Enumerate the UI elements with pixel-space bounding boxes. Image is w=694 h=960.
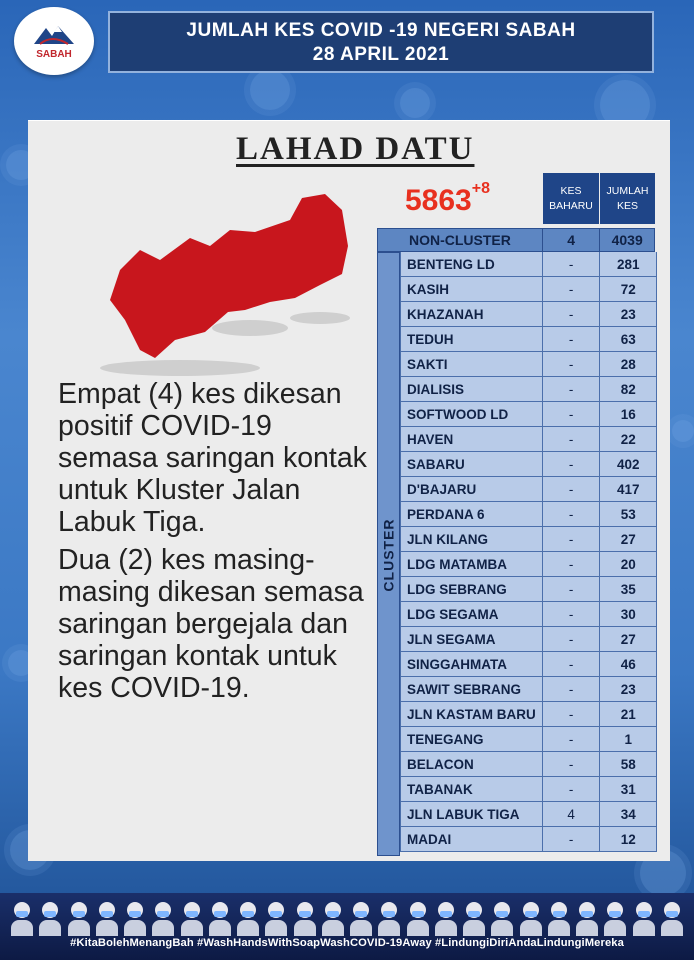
cluster-total-cases: 34: [599, 802, 656, 826]
cluster-new-cases: -: [542, 277, 600, 301]
frontliner-icon: [124, 902, 146, 936]
cluster-name: BENTENG LD: [407, 256, 495, 272]
cluster-table: [400, 252, 657, 852]
cluster-name: LDG SEBRANG: [407, 581, 507, 597]
virus-decoration: [400, 88, 430, 118]
cluster-new-cases: -: [542, 602, 600, 626]
mountain-logo-icon: [32, 22, 76, 48]
cluster-name: TABANAK: [407, 781, 473, 797]
cluster-total-cases: 23: [599, 302, 656, 326]
cluster-name: JLN LABUK TIGA: [407, 806, 520, 822]
cluster-name: JLN SEGAMA: [407, 631, 496, 647]
cluster-name: LDG SEGAMA: [407, 606, 499, 622]
cluster-name: KHAZANAH: [407, 306, 484, 322]
frontliner-icon: [604, 902, 626, 936]
cluster-name: TEDUH: [407, 331, 454, 347]
cluster-total-cases: 72: [599, 277, 656, 301]
virus-decoration: [672, 420, 694, 442]
cluster-name: PERDANA 6: [407, 506, 485, 522]
district-name: LAHAD DATU: [236, 131, 475, 167]
page-date: 28 APRIL 2021: [312, 44, 450, 65]
cluster-name: MADAI: [407, 831, 452, 847]
frontliner-icon: [350, 902, 372, 936]
cluster-total-cases: 63: [599, 327, 656, 351]
cluster-total-cases: 16: [599, 402, 656, 426]
column-header-jumlah-kes: JUMLAH KES: [600, 173, 655, 224]
frontliner-icon: [633, 902, 655, 936]
district-map: [80, 190, 360, 380]
description-paragraph: Empat (4) kes dikesan positif COVID-19 semasa saringan kontak untuk Kluster Jalan Labuk Tiga.: [58, 378, 367, 538]
footer-hashtags: #KitaBolehMenangBah #WashHandsWithSoapWashCOVID-19Away #LindungiDiriAndaLindungiMereka: [70, 937, 624, 949]
total-cases: 5863: [405, 184, 472, 217]
non-cluster-total-cases: 4039: [599, 229, 654, 251]
cluster-total-cases: 417: [599, 477, 656, 501]
frontliner-figures: [8, 896, 686, 936]
cluster-new-cases: -: [542, 477, 600, 501]
cluster-new-cases: -: [542, 777, 600, 801]
cluster-total-cases: 58: [599, 752, 656, 776]
cluster-total-cases: 27: [599, 627, 656, 651]
cluster-name: SAWIT SEBRANG: [407, 681, 522, 697]
frontliner-icon: [68, 902, 90, 936]
cluster-name: JLN KASTAM BARU: [407, 706, 536, 722]
table-row: [401, 427, 656, 452]
cluster-total-cases: 27: [599, 527, 656, 551]
cluster-label-text: CLUSTER: [380, 518, 397, 592]
cluster-total-cases: 23: [599, 677, 656, 701]
table-row: [401, 527, 656, 552]
frontliner-icon: [39, 902, 61, 936]
cluster-new-cases: -: [542, 327, 600, 351]
cluster-total-cases: 281: [599, 252, 656, 276]
cluster-new-cases: -: [542, 427, 600, 451]
cluster-name: SAKTI: [407, 356, 448, 372]
cluster-name: BELACON: [407, 756, 474, 772]
table-row: [401, 502, 656, 527]
cluster-total-cases: 21: [599, 702, 656, 726]
cluster-total-cases: 12: [599, 827, 656, 851]
table-row: [401, 577, 656, 602]
frontliner-icon: [661, 902, 683, 936]
description: [58, 378, 378, 710]
frontliner-icon: [237, 902, 259, 936]
frontliner-icon: [491, 902, 513, 936]
frontliner-icon: [152, 902, 174, 936]
cluster-name: SOFTWOOD LD: [407, 406, 509, 422]
table-row: [401, 477, 656, 502]
cluster-new-cases: -: [542, 302, 600, 326]
cluster-new-cases: -: [542, 552, 600, 576]
cluster-name: HAVEN: [407, 431, 454, 447]
virus-decoration: [250, 70, 290, 110]
table-row: [401, 377, 656, 402]
frontliner-icon: [463, 902, 485, 936]
table-row: [401, 827, 656, 852]
cluster-new-cases: -: [542, 652, 600, 676]
frontliner-icon: [576, 902, 598, 936]
table-row: [401, 652, 656, 677]
cluster-new-cases: -: [542, 727, 600, 751]
table-row: [401, 752, 656, 777]
table-row: [401, 252, 656, 277]
frontliner-icon: [322, 902, 344, 936]
non-cluster-row: [377, 228, 655, 252]
frontliner-icon: [407, 902, 429, 936]
cluster-new-cases: -: [542, 452, 600, 476]
cluster-total-cases: 1: [599, 727, 656, 751]
cluster-new-cases: -: [542, 702, 600, 726]
cluster-new-cases: 4: [542, 802, 600, 826]
cluster-total-cases: 20: [599, 552, 656, 576]
table-row: [401, 802, 656, 827]
cluster-total-cases: 82: [599, 377, 656, 401]
description-paragraph: Dua (2) kes masing-masing dikesan semasa saringan bergejala dan saringan kontak untuk kes COVID-19.: [58, 544, 364, 704]
table-row: [401, 552, 656, 577]
cluster-new-cases: -: [542, 352, 600, 376]
frontliner-icon: [294, 902, 316, 936]
cluster-total-cases: 31: [599, 777, 656, 801]
cluster-total-cases: 46: [599, 652, 656, 676]
district-total: [405, 180, 490, 218]
table-row: [401, 402, 656, 427]
cluster-name: SINGGAHMATA: [407, 656, 507, 672]
frontliner-icon: [96, 902, 118, 936]
table-row: [401, 327, 656, 352]
cluster-name: TENEGANG: [407, 731, 484, 747]
table-row: [401, 627, 656, 652]
cluster-new-cases: -: [542, 527, 600, 551]
cluster-new-cases: -: [542, 377, 600, 401]
cluster-total-cases: 402: [599, 452, 656, 476]
frontliner-icon: [548, 902, 570, 936]
table-row: [401, 602, 656, 627]
cluster-total-cases: 35: [599, 577, 656, 601]
cluster-name: SABARU: [407, 456, 465, 472]
cluster-total-cases: 30: [599, 602, 656, 626]
table-row: [401, 777, 656, 802]
frontliner-icon: [11, 902, 33, 936]
frontliner-icon: [209, 902, 231, 936]
frontliner-icon: [378, 902, 400, 936]
cluster-new-cases: -: [542, 677, 600, 701]
frontliner-icon: [265, 902, 287, 936]
sabah-logo: [14, 7, 94, 75]
table-row: [401, 452, 656, 477]
non-cluster-label: NON-CLUSTER: [408, 232, 511, 248]
frontliner-icon: [435, 902, 457, 936]
cluster-side-label: [377, 510, 400, 600]
logo-label: SABAH: [36, 49, 72, 60]
cluster-name: KASIH: [407, 281, 450, 297]
cluster-name: DIALISIS: [407, 381, 465, 397]
table-row: [401, 677, 656, 702]
table-row: [401, 727, 656, 752]
cluster-new-cases: -: [542, 402, 600, 426]
title-banner: [108, 11, 654, 73]
cluster-new-cases: -: [542, 502, 600, 526]
cluster-new-cases: -: [542, 577, 600, 601]
non-cluster-new-cases: 4: [542, 229, 600, 251]
table-row: [401, 702, 656, 727]
cluster-name: JLN KILANG: [407, 531, 488, 547]
frontliner-icon: [181, 902, 203, 936]
cluster-name: D'BAJARU: [407, 481, 477, 497]
table-row: [401, 352, 656, 377]
cluster-new-cases: -: [542, 752, 600, 776]
cluster-new-cases: -: [542, 827, 600, 851]
cluster-total-cases: 22: [599, 427, 656, 451]
cluster-new-cases: -: [542, 252, 600, 276]
table-row: [401, 302, 656, 327]
frontliner-icon: [520, 902, 542, 936]
page-title: JUMLAH KES COVID -19 NEGERI SABAH: [186, 20, 576, 41]
table-row: [401, 277, 656, 302]
cluster-total-cases: 28: [599, 352, 656, 376]
cluster-new-cases: -: [542, 627, 600, 651]
cluster-total-cases: 53: [599, 502, 656, 526]
column-header-kes-baharu: KES BAHARU: [543, 173, 599, 224]
cluster-name: LDG MATAMBA: [407, 556, 507, 572]
new-cases-increment: +8: [471, 180, 490, 197]
